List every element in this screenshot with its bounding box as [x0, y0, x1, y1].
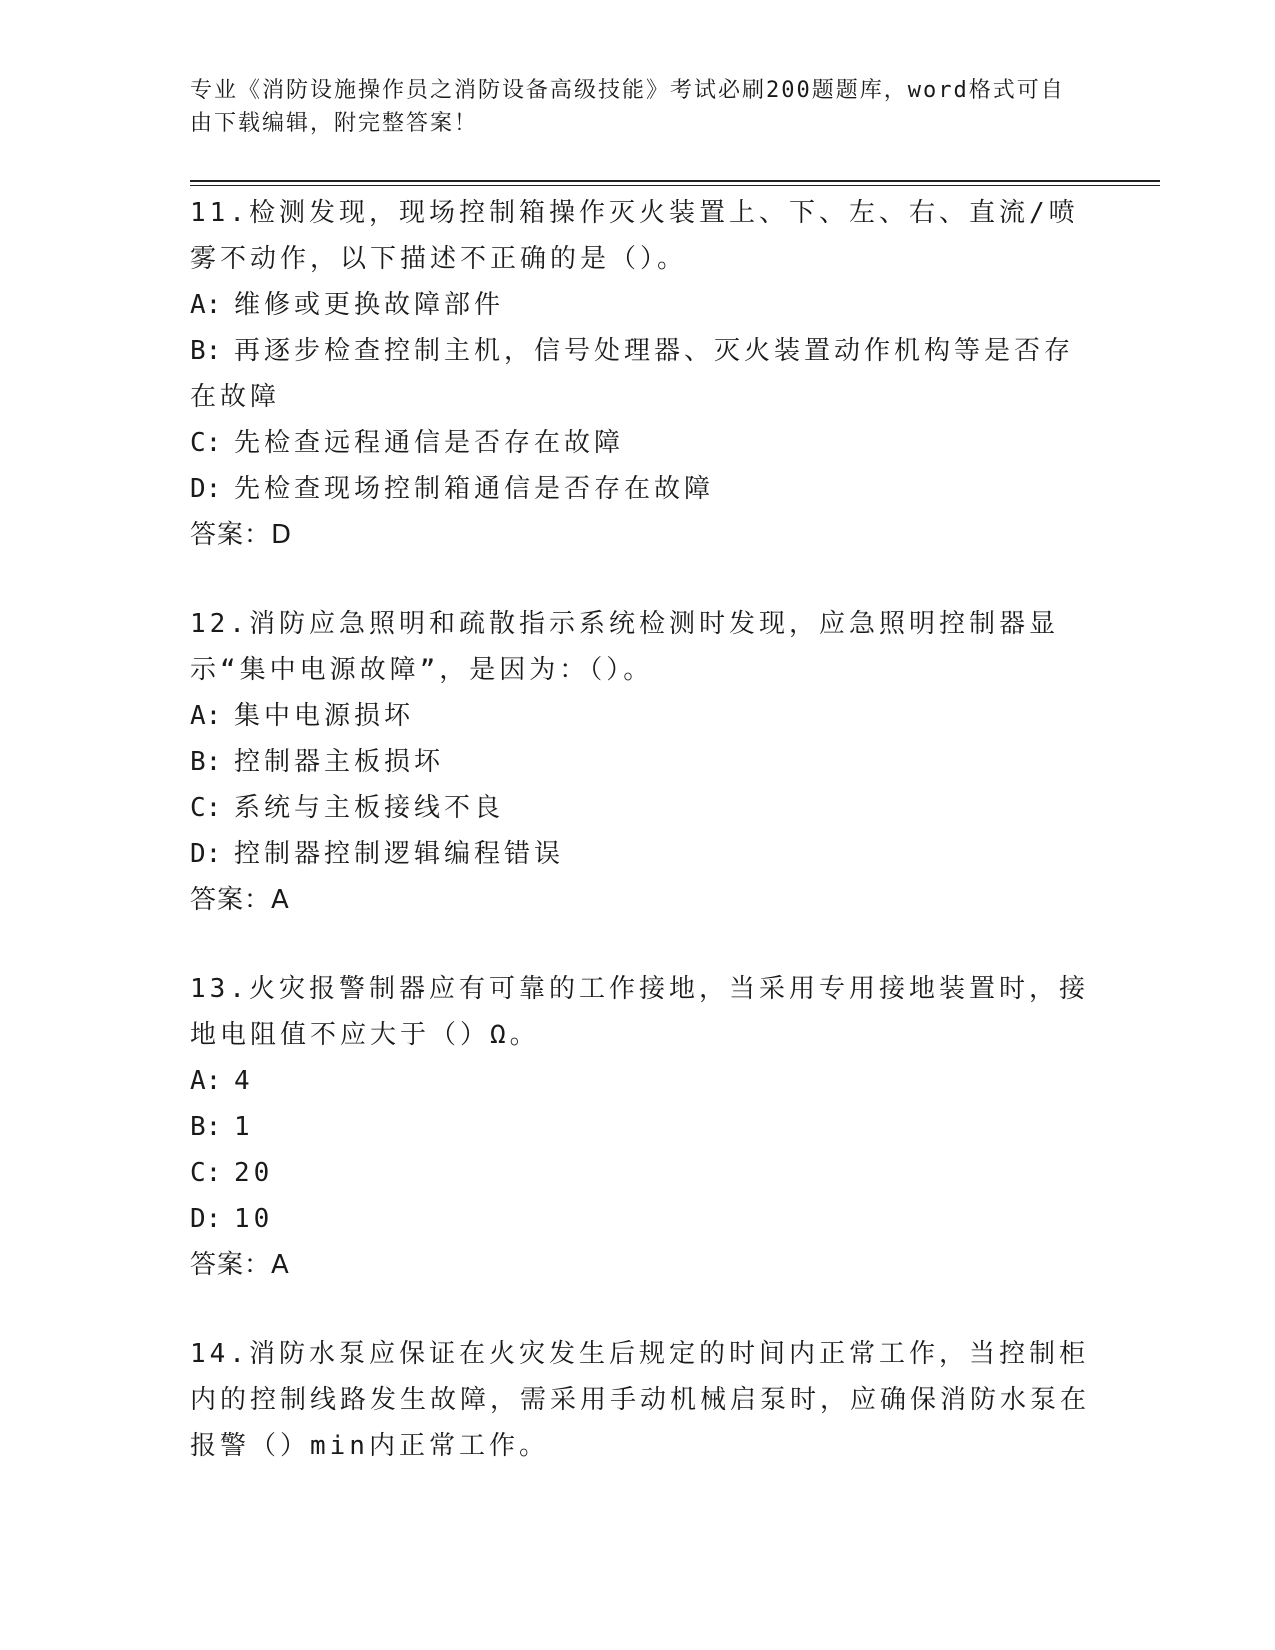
- option-text: 集中电源损坏: [234, 701, 415, 731]
- option-text: 系统与主板接线不良: [234, 793, 505, 823]
- answer-line: 答案：A: [190, 885, 290, 915]
- option-text: 控制器主板损坏: [234, 747, 445, 777]
- option-text: 控制器控制逻辑编程错误: [234, 839, 565, 869]
- option-key: B:: [190, 336, 222, 366]
- question-12: [190, 601, 1090, 923]
- question-stem: 11.检测发现，现场控制箱操作灭火装置上、下、左、右、直流/喷雾不动作，以下描述不正确的是（）。: [190, 198, 1079, 274]
- option-key: D:: [190, 1204, 222, 1234]
- option-a: [190, 693, 1090, 739]
- option-c: [190, 1150, 1090, 1196]
- option-text: 先检查远程通信是否存在故障: [234, 428, 625, 458]
- question-stem: 12.消防应急照明和疏散指示系统检测时发现，应急照明控制器显示“集中电源故障”，是因为：（）。: [190, 609, 1059, 685]
- option-key: D:: [190, 839, 222, 869]
- option-d: [190, 466, 1090, 512]
- answer-line: 答案：D: [190, 520, 293, 550]
- option-c: [190, 785, 1090, 831]
- option-key: B:: [190, 1112, 222, 1142]
- option-text: 10: [234, 1204, 274, 1234]
- option-text: 20: [234, 1158, 274, 1188]
- question-11: [190, 190, 1090, 558]
- answer-line: 答案：A: [190, 1250, 290, 1280]
- option-key: C:: [190, 793, 222, 823]
- option-key: B:: [190, 747, 222, 777]
- header-divider-thin: [190, 185, 1160, 186]
- question-14: [190, 1331, 1090, 1469]
- option-key: C:: [190, 428, 222, 458]
- question-list: [190, 190, 1090, 1512]
- option-d: [190, 831, 1090, 877]
- option-c: [190, 420, 1090, 466]
- option-key: C:: [190, 1158, 222, 1188]
- option-text: 先检查现场控制箱通信是否存在故障: [234, 474, 715, 504]
- option-text: 维修或更换故障部件: [234, 290, 505, 320]
- option-key: A:: [190, 290, 222, 320]
- option-key: D:: [190, 474, 222, 504]
- option-key: A:: [190, 701, 222, 731]
- question-13: [190, 966, 1090, 1288]
- option-d: [190, 1196, 1090, 1242]
- option-a: [190, 1058, 1090, 1104]
- option-b: [190, 739, 1090, 785]
- option-text: 1: [234, 1112, 254, 1142]
- option-b: [190, 1104, 1090, 1150]
- document-header: 专业《消防设施操作员之消防设备高级技能》考试必刷200题题库，word格式可自由下载编辑，附完整答案！: [190, 78, 1065, 136]
- option-text: 再逐步检查控制主机，信号处理器、灭火装置动作机构等是否存在故障: [190, 336, 1075, 412]
- question-stem: 13.火灾报警制器应有可靠的工作接地，当采用专用接地装置时，接地电阻值不应大于（）Ω。: [190, 974, 1089, 1050]
- header-divider-thick: [190, 180, 1160, 182]
- option-text: 4: [234, 1066, 254, 1096]
- option-a: [190, 282, 1090, 328]
- option-b: [190, 328, 1090, 420]
- option-key: A:: [190, 1066, 222, 1096]
- question-stem: 14.消防水泵应保证在火灾发生后规定的时间内正常工作，当控制柜内的控制线路发生故障，需采用手动机械启泵时，应确保消防水泵在报警（）min内正常工作。: [190, 1339, 1091, 1461]
